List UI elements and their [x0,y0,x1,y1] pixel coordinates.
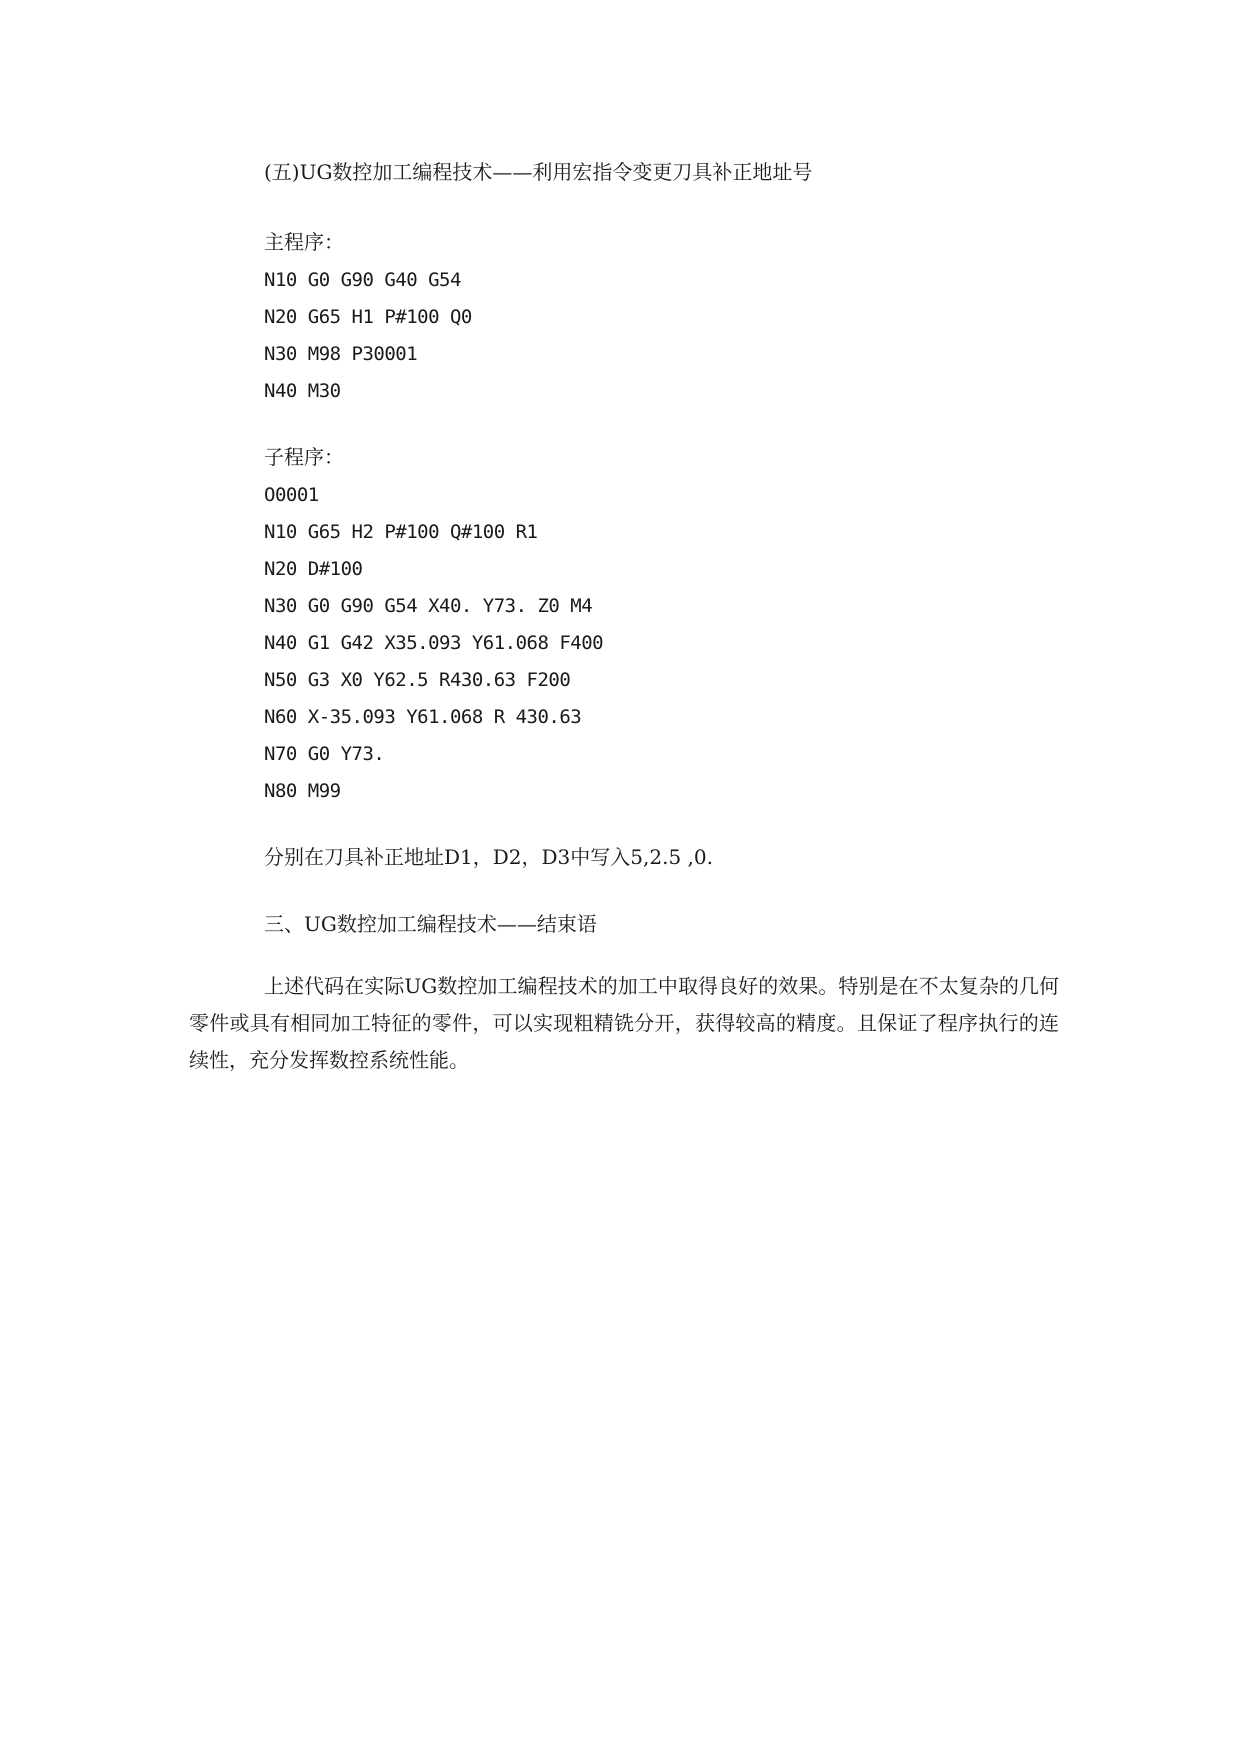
code-line: O0001 [264,484,319,506]
code-line: N10 G65 H2 P#100 Q#100 R1 [264,521,538,543]
code-line: N10 G0 G90 G40 G54 [264,269,461,291]
code-line: N40 M30 [264,380,341,402]
code-line: N50 G3 X0 Y62.5 R430.63 F200 [264,669,571,691]
section-heading: (五)UG数控加工编程技术——利用宏指令变更刀具补正地址号 [264,160,813,184]
code-line: N30 M98 P30001 [264,343,418,365]
code-line: N40 G1 G42 X35.093 Y61.068 F400 [264,632,604,654]
code-line: N70 G0 Y73. [264,743,385,765]
main-program-label: 主程序： [264,230,344,254]
section-title: 三、UG数控加工编程技术——结束语 [264,912,597,936]
code-line: N30 G0 G90 G54 X40. Y73. Z0 M4 [264,595,593,617]
offset-note: 分别在刀具补正地址D1，D2，D3中写入5,2.5 ,0. [264,845,713,869]
code-line: N60 X-35.093 Y61.068 R 430.63 [264,706,582,728]
code-line: N80 M99 [264,780,341,802]
sub-program-label: 子程序： [264,445,344,469]
code-line: N20 D#100 [264,558,363,580]
code-line: N20 G65 H1 P#100 Q0 [264,306,472,328]
conclusion-paragraph: 上述代码在实际UG数控加工编程技术的加工中取得良好的效果。特别是在不太复杂的几何零件或具有相同加工特征的零件，可以实现粗精铣分开，获得较高的精度。且保证了程序执行的连续性，充分发挥数控系统性能。 [189,974,1059,1072]
